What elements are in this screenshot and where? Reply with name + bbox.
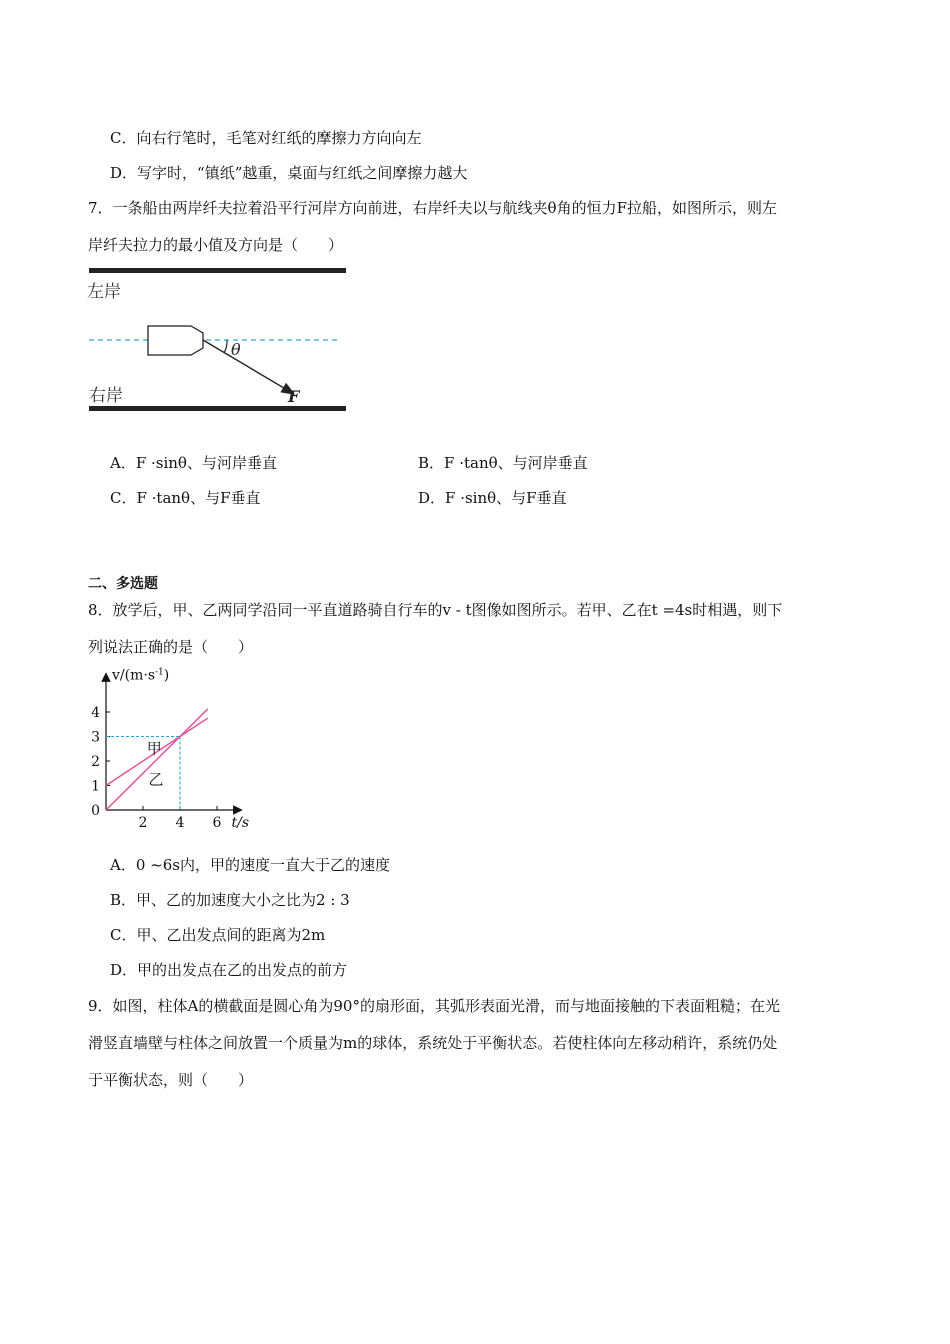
q9-stem-line1: 9．如图，柱体A的横截面是圆心角为90°的扇形面，其弧形表面光滑，而与地面接触的下表面粗糙；在光: [88, 997, 780, 1015]
origin-label: 0: [91, 803, 100, 819]
right-bank-label: 右岸: [89, 386, 123, 406]
q7-option-a: A．F ·sinθ、与河岸垂直: [110, 454, 277, 472]
q8-option-c: C．甲、乙出发点间的距离为2m: [110, 926, 326, 944]
q7-boat-figure: [85, 262, 355, 422]
boat-shape: [148, 326, 203, 355]
x-tick-label: 4: [175, 815, 185, 831]
y-tick-label: 1: [91, 778, 100, 795]
q8-stem-line2: 列说法正确的是（ ）: [88, 638, 254, 656]
y-axis-label: $v/(m\cdot s^{-1})$: [112, 667, 170, 684]
q7-stem-line2: 岸纤夫拉力的最小值及方向是（ ）: [88, 236, 344, 254]
x-axis-label: t/s: [231, 815, 250, 831]
right-bank-line: [89, 406, 346, 411]
q8-option-a: A．0 ~6s内，甲的速度一直大于乙的速度: [110, 856, 390, 874]
force-label: F: [288, 387, 300, 406]
force-arrow: [203, 340, 294, 394]
q7-option-c: C．F ·tanθ、与F垂直: [110, 489, 261, 507]
y-tick-label: 2: [91, 754, 100, 770]
q8-option-b: B．甲、乙的加速度大小之比为2 : 3: [110, 891, 350, 909]
angle-arc: [224, 340, 227, 353]
section-title: 二、多选题: [88, 576, 158, 592]
y-tick-label: 4: [91, 705, 100, 721]
x-tick-label: 2: [138, 815, 148, 831]
q7-stem-line1: 7．一条船由两岸纤夫拉着沿平行河岸方向前进，右岸纤夫以与航线夹θ角的恒力F拉船，如图所示，则左: [88, 199, 777, 217]
q9-stem-line2: 滑竖直墙壁与柱体之间放置一个质量为m的球体，系统处于平衡状态。若使柱体向左移动稍许，系统仍处: [88, 1034, 778, 1052]
y-tick-label: 3: [91, 729, 100, 746]
q9-stem-line3: 于平衡状态，则（ ）: [88, 1071, 254, 1089]
x-tick-label: 6: [212, 815, 222, 831]
q8-stem-line1: 8．放学后，甲、乙两同学沿同一平直道路骑自行车的v - t图像如图所示。若甲、乙在t =4s时相遇，则下: [88, 601, 783, 619]
left-bank-label: 左岸: [87, 282, 121, 302]
series-line-yi: [106, 709, 208, 810]
series-label-jia: 甲: [146, 739, 162, 758]
angle-label: θ: [231, 340, 241, 359]
q7-option-b: B．F ·tanθ、与河岸垂直: [418, 454, 588, 472]
q6-option-d: D．写字时，“镇纸”越重，桌面与红纸之间摩擦力越大: [110, 164, 468, 182]
vt-chart: [80, 660, 300, 835]
series-label-yi: 乙: [148, 770, 164, 789]
q6-option-c: C．向右行笔时，毛笔对红纸的摩擦力方向向左: [110, 129, 422, 147]
left-bank-line: [89, 268, 346, 273]
q8-option-d: D．甲的出发点在乙的出发点的前方: [110, 961, 348, 979]
q7-option-d: D．F ·sinθ、与F垂直: [418, 489, 567, 507]
